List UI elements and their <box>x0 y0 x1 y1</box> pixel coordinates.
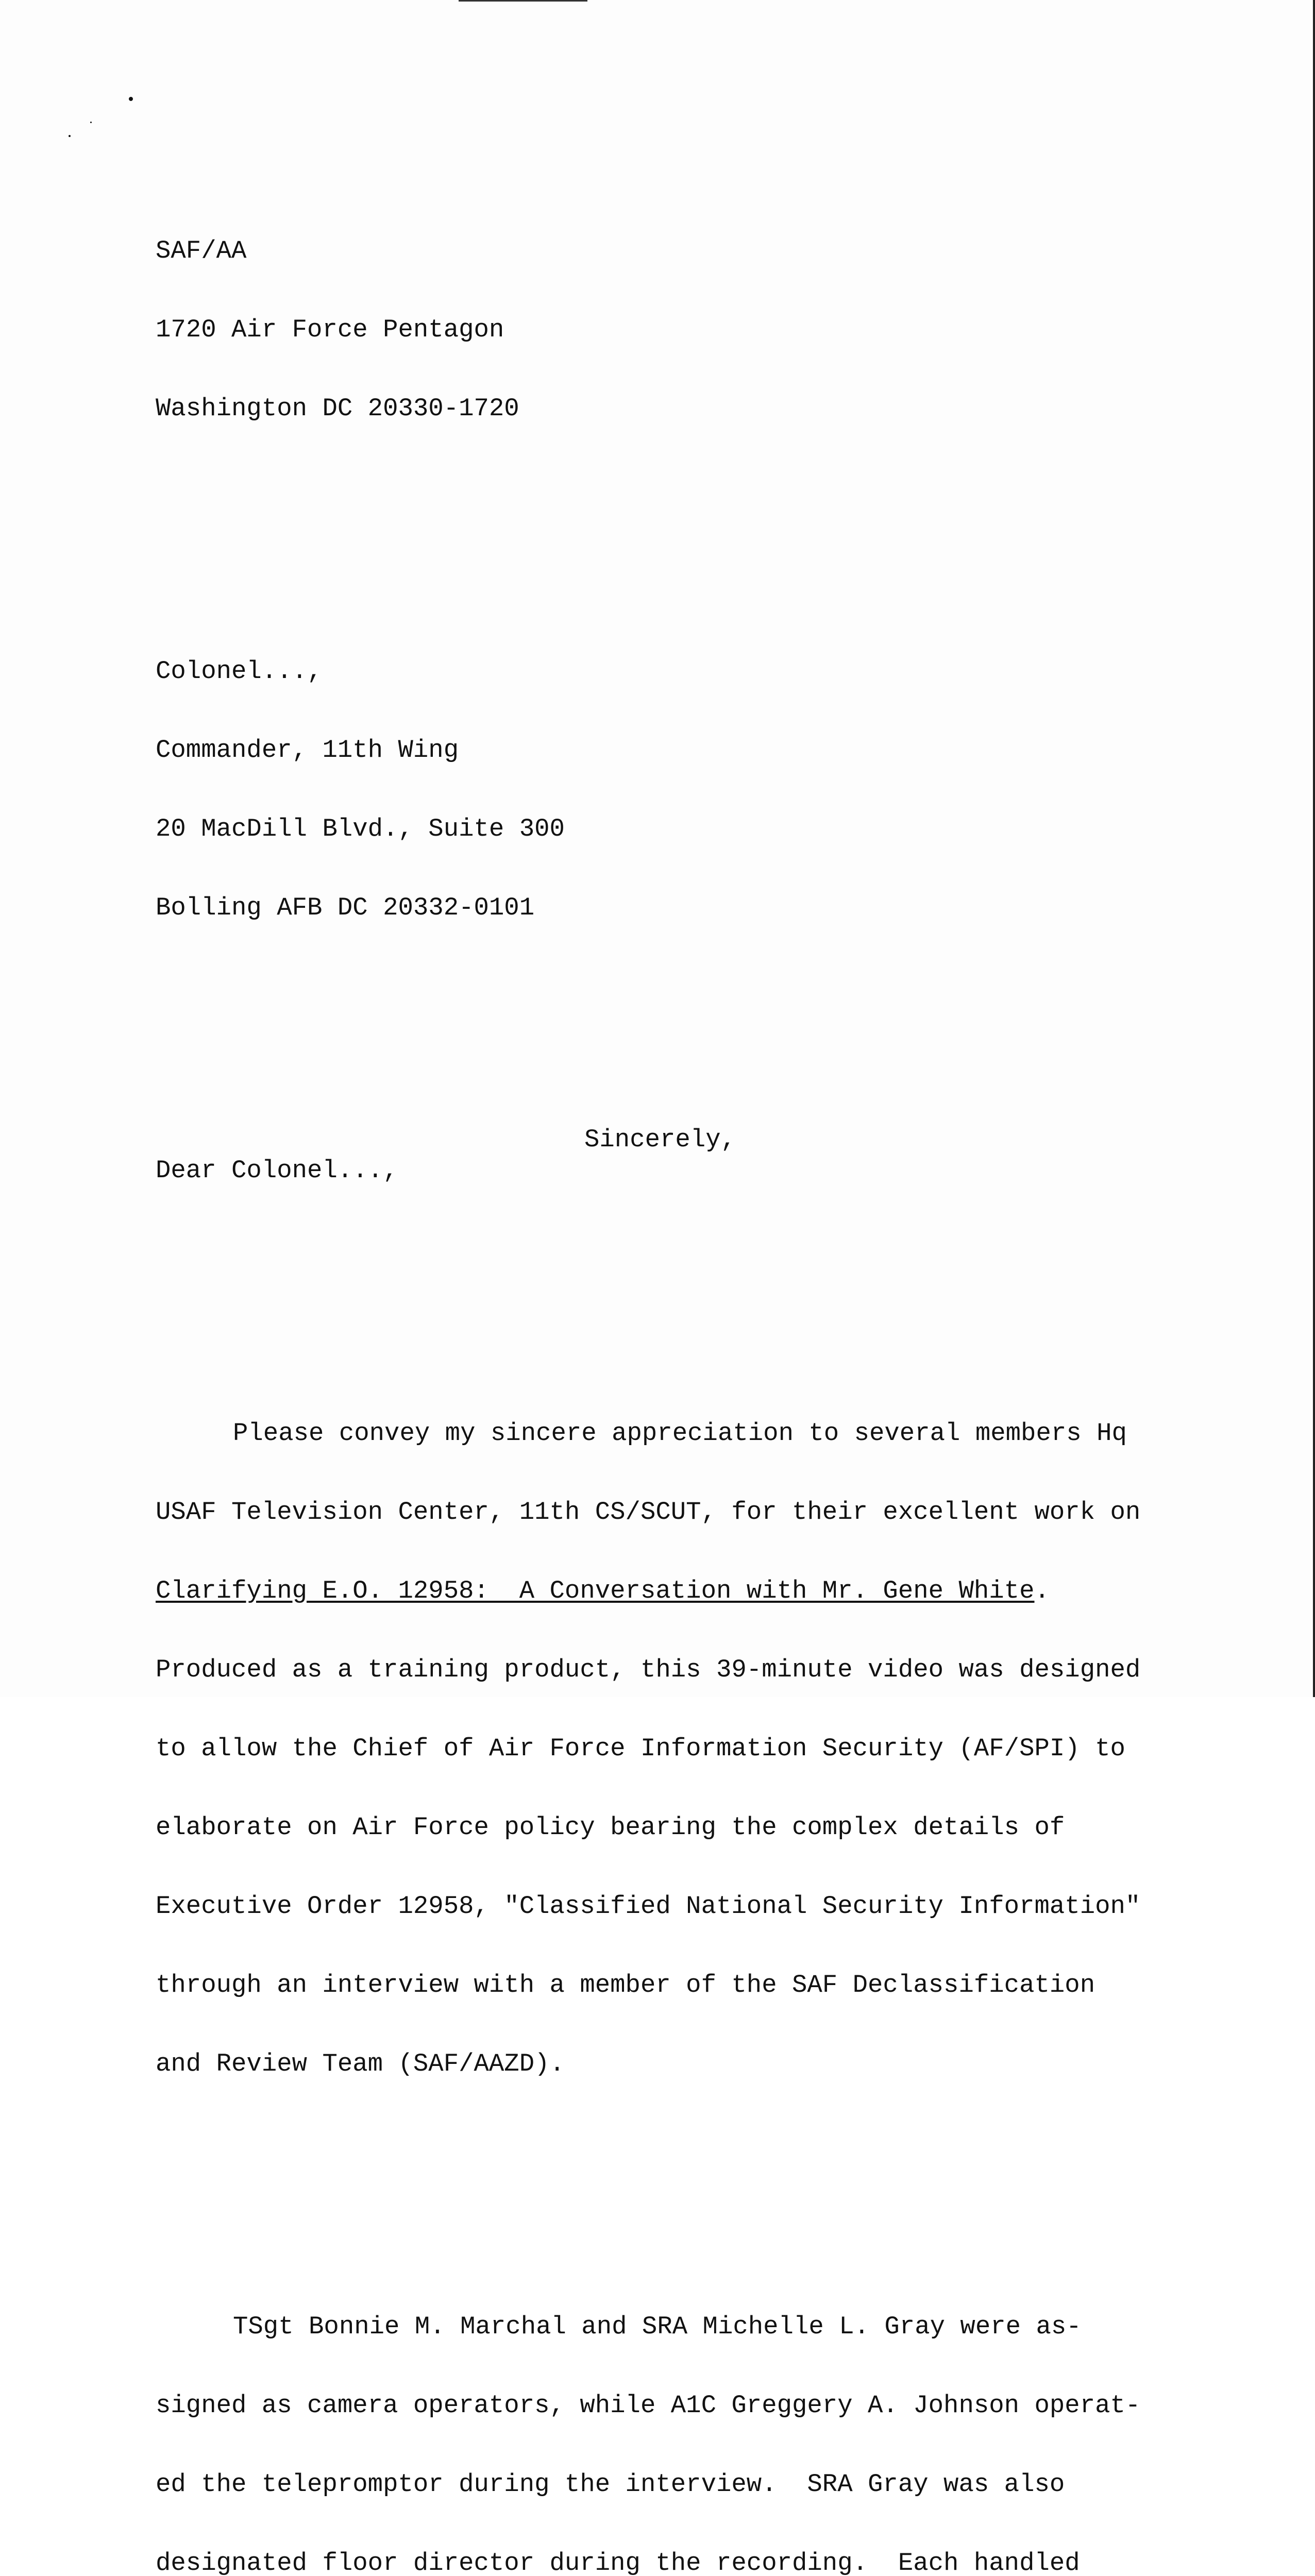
paragraph-line: and Review Team (SAF/AAZD). <box>156 2049 565 2078</box>
paragraph-line <box>156 1578 1207 1604</box>
paragraph-line: Please convey my sincere appreciation to several members Hq <box>233 1419 1127 1448</box>
paragraph-line: ed the telepromptor during the interview. SRA Gray was also <box>156 2470 1065 2499</box>
paragraph-line: through an interview with a member of the SAF Declassification <box>156 1971 1095 1999</box>
sender-office: SAF/AA <box>156 236 247 265</box>
video-title-period: . <box>1034 1577 1050 1605</box>
letter-body <box>156 133 1207 2576</box>
paragraph-line: Executive Order 12958, "Classified National Security Information" <box>156 1892 1141 1921</box>
paragraph-line: signed as camera operators, while A1C Greggery A. Johnson operat- <box>156 2391 1141 2420</box>
scan-speck <box>129 97 133 101</box>
salutation-text: Dear Colonel..., <box>156 1156 398 1185</box>
closing: Sincerely, <box>584 1125 736 1154</box>
paragraph-line: USAF Television Center, 11th CS/SCUT, for their excellent work on <box>156 1498 1141 1527</box>
paragraph-2 <box>156 2261 1207 2576</box>
scan-mark <box>459 0 587 2</box>
recipient-title: Commander, 11th Wing <box>156 736 459 765</box>
recipient-city: Bolling AFB DC 20332-0101 <box>156 893 535 922</box>
sender-street: 1720 Air Force Pentagon <box>156 315 504 344</box>
paragraph-line: Produced as a training product, this 39-minute video was designed <box>156 1655 1141 1684</box>
sender-city: Washington DC 20330-1720 <box>156 394 519 423</box>
paragraph-line: designated floor director during the recording. Each handled <box>156 2549 1080 2576</box>
video-title: Clarifying E.O. 12958: A Conversation with Mr. Gene White <box>156 1577 1035 1605</box>
paragraph-line: elaborate on Air Force policy bearing the complex details of <box>156 1813 1065 1842</box>
paragraph-1 <box>156 1368 1207 2130</box>
recipient-street: 20 MacDill Blvd., Suite 300 <box>156 815 565 843</box>
recipient-name: Colonel..., <box>156 657 323 686</box>
recipient-address <box>156 606 1207 974</box>
sender-address <box>156 185 1207 474</box>
paragraph-line: TSgt Bonnie M. Marchal and SRA Michelle L. Gray were as- <box>233 2312 1082 2341</box>
scan-edge <box>1313 0 1315 1697</box>
scan-speck <box>69 135 71 137</box>
scan-speck <box>90 122 92 123</box>
paragraph-line: to allow the Chief of Air Force Information Security (AF/SPI) to <box>156 1734 1125 1763</box>
